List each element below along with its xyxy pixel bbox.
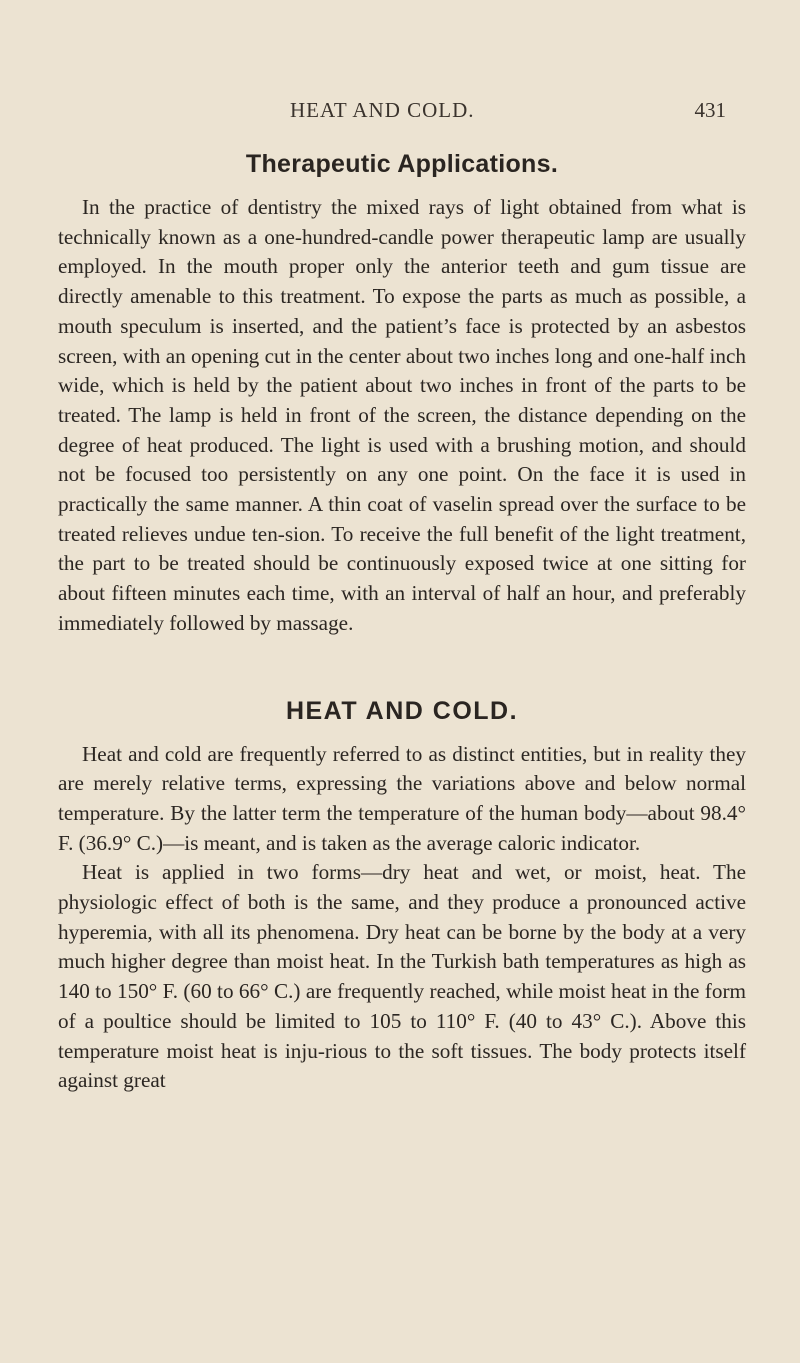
- section-heading-heat-and-cold: HEAT AND COLD.: [285, 696, 519, 725]
- paragraph-therapeutic-lamp: In the practice of dentistry the mixed rays of light obtained from what is technically known as a one-hundred-candle power therapeutic lamp are usually employed. In the mouth proper only the anterior teeth and gum tissue are directly amenable to this treatment. To expose the parts as much as possible, a mouth speculum is inserted, and the patient’s face is protected by an asbestos screen, with an opening cut in the center about two inches long and one-half inch wide, which is held by the patient about two inches in front of the parts to be treated. The lamp is held in front of the screen, the distance depending on the degree of heat produced. The light is used with a brushing motion, and should not be focused too persistently on any one point. On the face it is used in practically the same manner. A thin coat of vaselin spread over the surface to be treated relieves undue ten-sion. To receive the full benefit of the light treatment, the part to be treated should be continuously exposed twice at one sitting for about fifteen minutes each time, with an interval of half an hour, and preferably immediately followed by massage.: [58, 195, 746, 635]
- paragraph-heat-forms: Heat is applied in two forms—dry heat and wet, or moist, heat. The physiologic effect of both is the same, and they produce a pronounced active hyperemia, with all its phenomena. Dry heat can be borne by the body at a very much higher degree than moist heat. In the Turkish bath temperatures as high as 140 to 150° F. (60 to 66° C.) are frequently reached, while moist heat in the form of a poultice should be limited to 105 to 110° F. (40 to 43° C.). Above this temperature moist heat is inju-rious to the soft tissues. The body protects itself against great: [58, 860, 746, 1093]
- page-content: [58, 150, 746, 1096]
- running-title: HEAT AND COLD.: [290, 98, 475, 122]
- page-number: 431: [694, 98, 726, 122]
- section-heading-therapeutic-applications: Therapeutic Applications.: [245, 150, 559, 178]
- running-head: [0, 98, 800, 128]
- paragraph-heat-cold-definition: Heat and cold are frequently referred to as distinct entities, but in reality they are merely relative terms, expressing the variations above and below normal temperature. By the latter term the temperature of the human body—about 98.4° F. (36.9° C.)—is meant, and is taken as the average caloric indicator.: [58, 741, 746, 855]
